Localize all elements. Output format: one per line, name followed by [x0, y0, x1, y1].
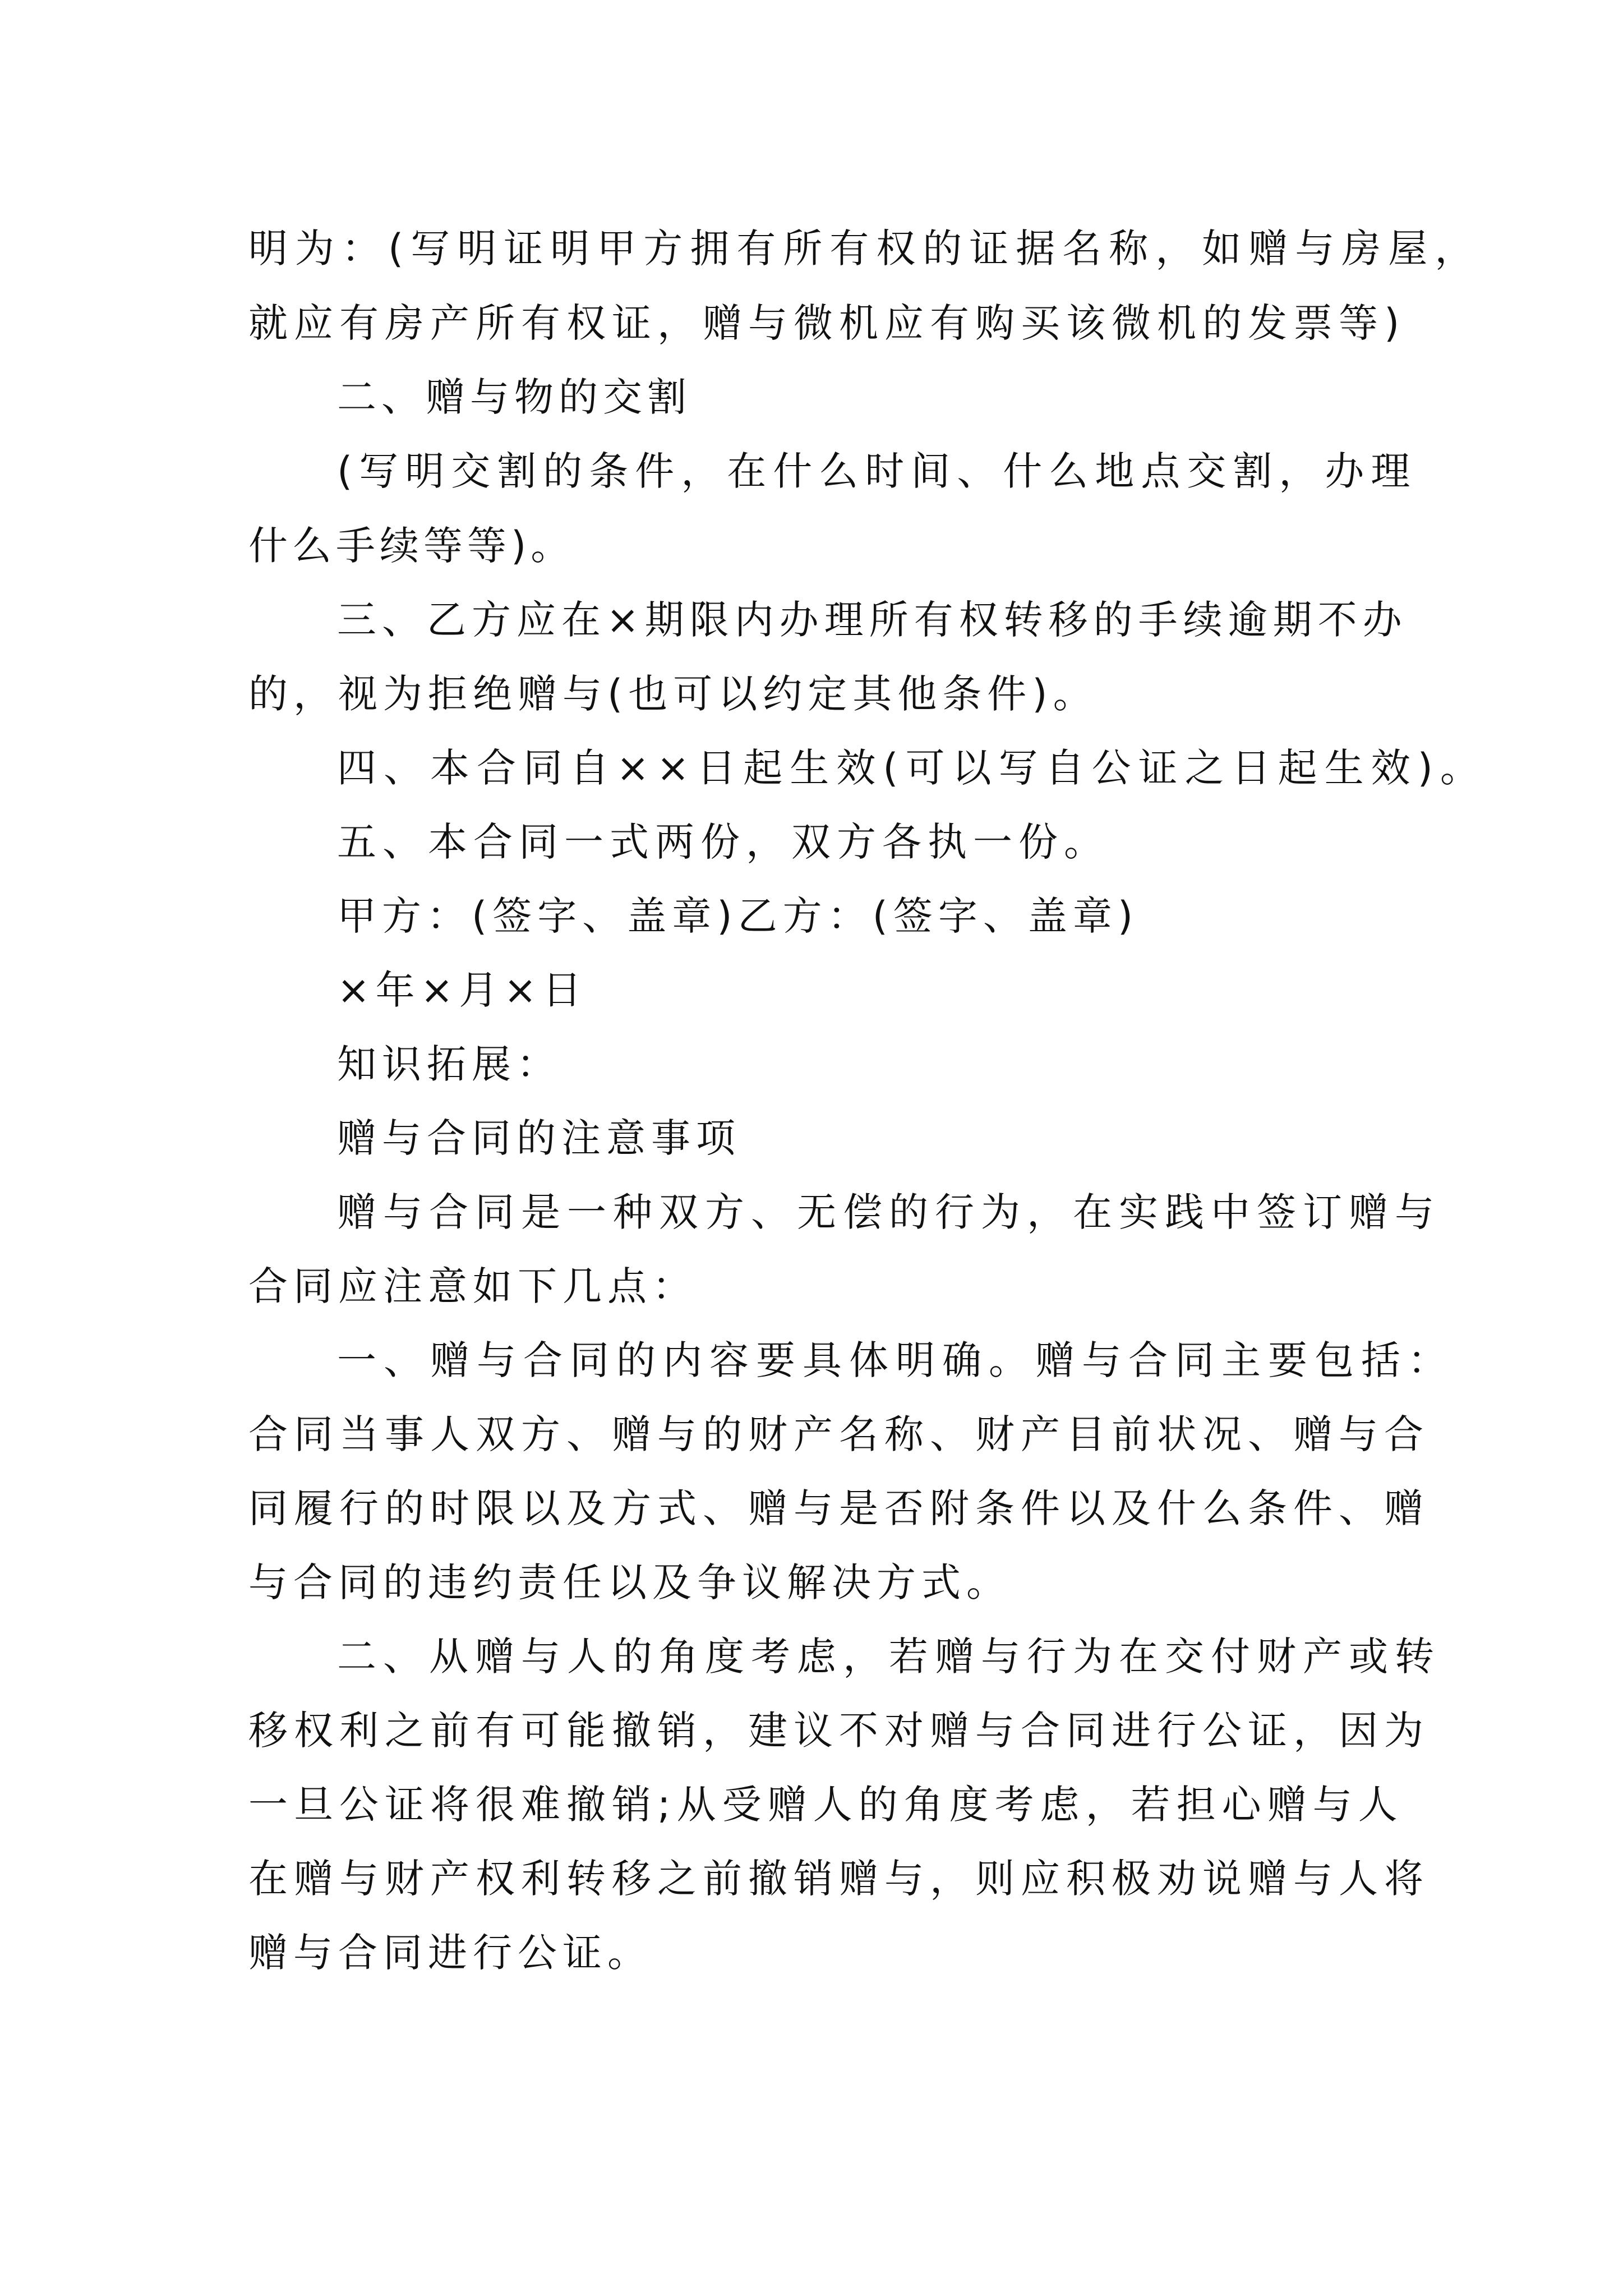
text-line: 在赠与财产权利转移之前撤销赠与，则应积极劝说赠与人将	[248, 1856, 1430, 1902]
text-line: 合同应注意如下几点：	[248, 1263, 697, 1309]
text-line: 二、从赠与人的角度考虑，若赠与行为在交付财产或转	[337, 1634, 1441, 1680]
text-line: 一、赠与合同的内容要具体明确。赠与合同主要包括：	[337, 1337, 1454, 1383]
text-line: 的，视为拒绝赠与(也可以约定其他条件)。	[248, 671, 1098, 717]
text-line: 与合同的违约责任以及争议解决方式。	[248, 1559, 1011, 1605]
text-line: 同履行的时限以及方式、赠与是否附条件以及什么条件、赠	[248, 1485, 1430, 1531]
section-heading: 知识拓展：	[337, 1041, 561, 1087]
text-line: (写明交割的条件，在什么时间、什么地点交割，办理	[337, 448, 1417, 494]
signature-line: 甲方：(签字、盖章)乙方：(签字、盖章)	[337, 893, 1139, 939]
section-heading: 赠与合同的注意事项	[337, 1115, 741, 1161]
text-line: 五、本合同一式两份，双方各执一份。	[337, 819, 1109, 865]
text-line: 合同当事人双方、赠与的财产名称、财产目前状况、赠与合	[248, 1411, 1430, 1457]
text-line: 什么手续等等)。	[248, 523, 575, 569]
text-line: 四、本合同自××日起生效(可以写自公证之日起生效)。	[337, 745, 1487, 791]
date-line: ×年×月×日	[337, 967, 587, 1013]
text-line: 一旦公证将很难撤销;从受赠人的角度考虑，若担心赠与人	[248, 1782, 1404, 1828]
text-line: 移权利之前有可能撤销，建议不对赠与合同进行公证，因为	[248, 1708, 1430, 1754]
text-line: 赠与合同进行公证。	[248, 1930, 652, 1976]
text-line: 赠与合同是一种双方、无偿的行为，在实践中签订赠与	[337, 1189, 1441, 1235]
text-line: 就应有房产所有权证，赠与微机应有购买该微机的发票等)	[248, 300, 1406, 346]
text-line: 三、乙方应在×期限内办理所有权转移的手续逾期不办	[337, 597, 1408, 643]
text-line: 明为：(写明证明甲方拥有所有权的证据名称，如赠与房屋，	[248, 226, 1482, 272]
section-heading: 二、赠与物的交割	[337, 374, 691, 420]
